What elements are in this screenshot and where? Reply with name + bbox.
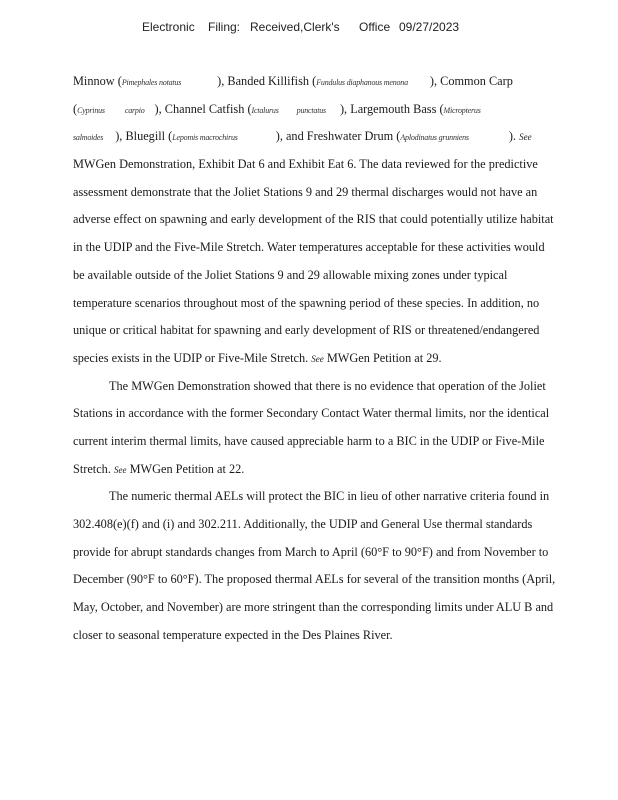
text-line: MWGen Demonstration, Exhibit Dat 6 and Exhibit Eat 6. The data reviewed for the predictive [73,157,538,172]
text-line: Stations in accordance with the former Secondary Contact Water thermal limits, nor the identical [73,406,550,421]
species-name: Aplodinatus grunniens [400,133,469,143]
species-name: carpio [124,105,145,115]
text-run: MWGen Petition at 29. [326,350,442,365]
text-run: Minnow ( [73,74,122,88]
text-line: closer to seasonal temperature expected in the Des Plaines River. [73,627,393,642]
header-electronic: Electronic [142,20,195,34]
species-name: Micropterus [443,105,481,115]
species-name: Ictalurus [251,105,279,115]
species-name: salmoides [73,133,104,143]
species-name: Lepomis macrochirus [172,133,238,143]
text-run: Stretch. [73,461,111,476]
text-line [73,456,608,484]
text-run: ), Channel Catfish ( [154,101,252,116]
paragraph-1 [73,68,608,373]
text-run: ), Bluegill ( [115,129,173,144]
text-line: 302.408(e)(f) and (i) and 302.211. Additionally, the UDIP and General Use thermal standards [73,517,533,531]
paragraph-2 [73,373,608,484]
citation-signal: See [519,132,532,143]
document-body [73,68,608,649]
text-run: species exists in the UDIP or Five-Mile Stretch. [73,350,309,365]
text-line: unique or critical habitat for spawning and early development of RIS or threatened/endangered [73,323,540,338]
text-line: temperature scenarios throughout most of the spawning period of these species. In addition, no [73,295,540,310]
text-run: MWGen Petition at 22. [129,461,245,476]
header-office: Office [359,20,391,34]
text-run: ), Banded Killifish ( [217,74,317,88]
electronic-filing-header [0,20,618,38]
text-line [73,345,608,373]
text-run: ( [73,101,78,116]
text-line: December (90°F to 60°F). The proposed thermal AELs for several of the transition months (April, [73,572,556,587]
citation-signal: See [311,353,324,364]
species-name: Pimephales notatus [121,78,182,87]
text-run: ), Common Carp [429,74,513,88]
species-name: Fundulus diaphanous menona [316,78,408,87]
header-received: Received,Clerk's [250,20,340,34]
header-date: 09/27/2023 [399,20,460,34]
header-filing: Filing: [208,20,241,34]
text-run: ), Largemouth Bass ( [339,101,444,116]
text-line: The numeric thermal AELs will protect the BIC in lieu of other narrative criteria found in [109,489,550,504]
text-line [73,68,608,96]
text-line [73,123,608,151]
text-run: ), and Freshwater Drum ( [275,129,401,144]
species-name: punctatus [296,105,326,115]
text-line: provide for abrupt standards changes from March to April (60°F to 90°F) and from November to [73,544,549,559]
text-line: assessment demonstrate that the Joliet Stations 9 and 29 thermal discharges would not have an [73,184,538,199]
paragraph-3 [73,483,608,649]
text-line: The MWGen Demonstration showed that there is no evidence that operation of the Joliet [109,378,546,393]
species-name: Cyprinus [77,105,105,115]
text-line: adverse effect on spawning and early development of the RIS that could potentially utilize habitat [73,212,554,227]
citation-signal: See [113,464,127,475]
text-line: current interim thermal limits, have caused appreciable harm to a BIC in the UDIP or Five-Mile [73,433,545,448]
text-run: ). [508,129,516,144]
text-line: in the UDIP and the Five-Mile Stretch. Water temperatures acceptable for these activities would [73,240,545,255]
text-line [73,96,608,124]
text-line: May, October, and November) are more stringent than the corresponding limits under ALU B and [73,600,554,615]
text-line: be available outside of the Joliet Stations 9 and 29 allowable mixing zones under typical [73,267,508,282]
